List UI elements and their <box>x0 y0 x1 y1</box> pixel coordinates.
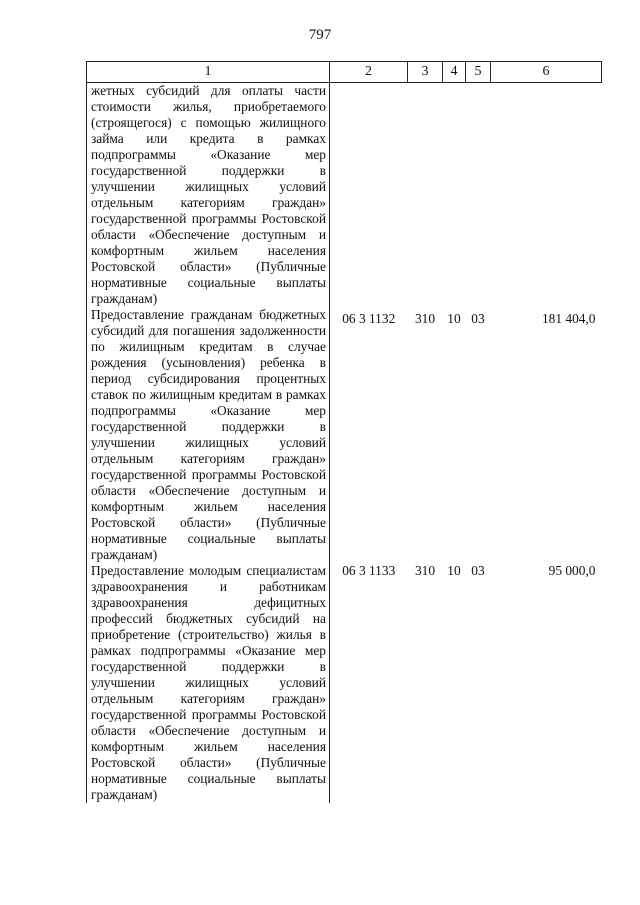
target-article-code: 06 3 1132 <box>342 311 396 326</box>
section-code: 10 <box>447 563 461 578</box>
expense-type-code <box>408 83 443 308</box>
expense-type-code: 310 <box>414 563 436 578</box>
expense-name: жетных субсидий для оплаты части стоимости жилья, приобретаемого (строящегося) с помощью жилищного займа или кредита в рамках подпрограммы «Оказание мер государственной поддержки в улучшении жилищных условий отдельным категориям граждан» государственной программы Ростовской области «Обеспечение доступным и комфортным жильем населения Ростовской области» (Публичные нормативные социальные выплаты гражданам) <box>87 83 330 308</box>
section-code: 10 <box>447 311 461 326</box>
subsection-code: 03 <box>471 311 485 326</box>
amount: 181 404,0 <box>541 311 596 326</box>
column-header: 6 <box>491 62 602 83</box>
column-header: 4 <box>443 62 466 83</box>
subsection-code: 03 <box>471 563 485 578</box>
amount: 95 000,0 <box>548 563 596 578</box>
column-header: 2 <box>330 62 408 83</box>
expense-type-code: 310 <box>414 311 436 326</box>
table-row <box>87 563 602 803</box>
column-header: 5 <box>466 62 491 83</box>
table-row <box>87 83 602 308</box>
budget-table <box>86 61 602 803</box>
subsection-code <box>466 83 491 308</box>
expense-name: Предоставление гражданам бюджетных субсидий для погашения задолженности по жилищным кредитам в случае рождения (усыновления) ребенка в период субсидирования процентных ставок по жилищным кредитам в рамках подпрограммы «Оказание мер государственной поддержки в улучшении жилищных условий отдельным категориям граждан» государственной программы Ростовской области «Обеспечение доступным и комфортным жильем населения Ростовской области» (Публичные нормативные социальные выплаты гражданам) <box>87 307 330 563</box>
column-header: 3 <box>408 62 443 83</box>
section-code <box>443 83 466 308</box>
expense-name: Предоставление молодым специалистам здравоохранения и работникам здравоохранения дефицитных профессий бюджетных субсидий на приобретение (строительство) жилья в рамках подпрограммы «Оказание мер государственной поддержки в улучшении жилищных условий отдельным категориям граждан» государственной программы Ростовской области «Обеспечение доступным и комфортным жильем населения Ростовской области» (Публичные нормативные социальные выплаты гражданам) <box>87 563 330 803</box>
amount <box>491 83 602 308</box>
table-header-row <box>87 62 602 83</box>
target-article-code: 06 3 1133 <box>342 563 396 578</box>
target-article-code <box>330 83 408 308</box>
page-number: 797 <box>308 27 332 43</box>
column-header: 1 <box>87 62 330 83</box>
table-row <box>87 307 602 563</box>
